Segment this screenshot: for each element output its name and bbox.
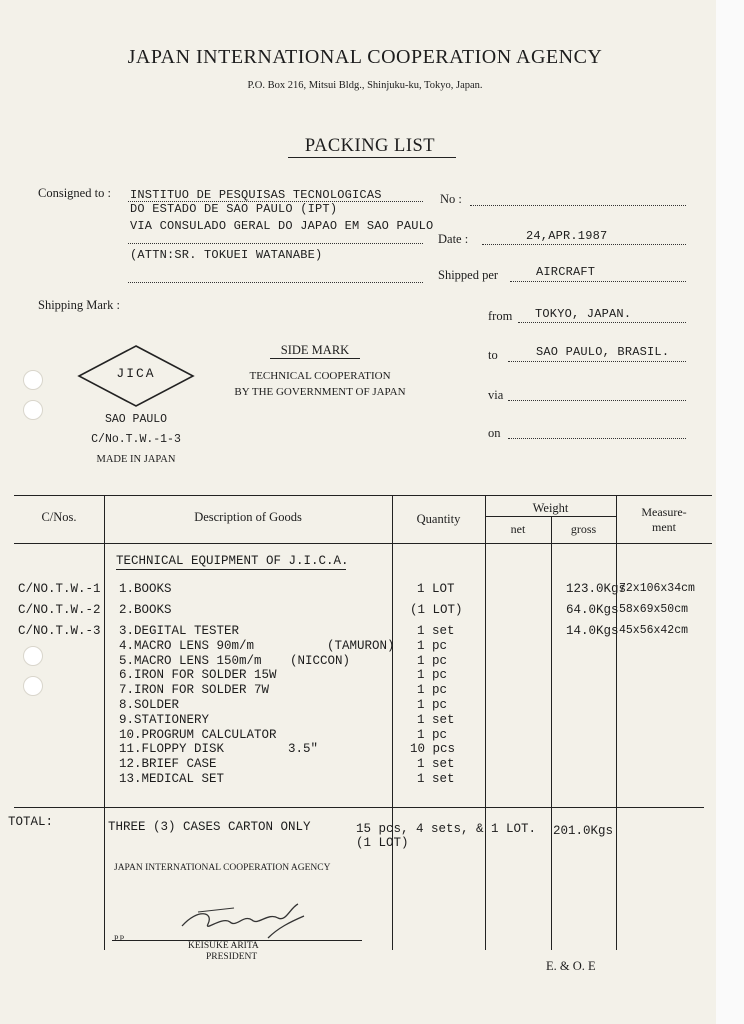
item-quantity: (1 LOT) xyxy=(410,603,463,617)
punch-hole-4 xyxy=(23,676,43,696)
shipped-per-value: AIRCRAFT xyxy=(536,265,596,279)
document-title: PACKING LIST xyxy=(304,136,436,156)
item-quantity: 1 set xyxy=(417,757,455,772)
item-description: 4.MACRO LENS 90m/m xyxy=(119,638,255,653)
item-measurement: 58x69x50cm xyxy=(619,603,689,616)
item-quantity: 1 pc xyxy=(417,727,448,742)
item-quantity: 1 set xyxy=(417,712,455,727)
to-dotted-line xyxy=(508,361,686,362)
item-description: 10.PROGRUM CALCULATOR xyxy=(119,727,277,742)
item-description: 2.BOOKS xyxy=(119,603,172,617)
item-quantity: 1 set xyxy=(417,772,455,786)
from-dotted-line xyxy=(518,322,686,323)
item-quantity: 1 pc xyxy=(417,668,448,683)
consignee-line-3: VIA CONSULADO GERAL DO JAPAO EM SAO PAULO xyxy=(130,219,434,233)
item-description: 12.BRIEF CASE xyxy=(119,757,217,772)
jica-mark-text: JICA xyxy=(116,366,156,381)
item-brand: (TAMURON) xyxy=(327,638,395,653)
item-description: 11.FLOPPY DISK xyxy=(119,742,225,757)
mark-destination: SAO PAULO xyxy=(104,413,168,426)
scan-margin xyxy=(716,0,744,1024)
total-quantity-line-2: (1 LOT) xyxy=(356,836,409,850)
header-cnos: C/Nos. xyxy=(41,510,77,524)
item-description: 6.IRON FOR SOLDER 15W xyxy=(119,668,277,683)
no-dotted-line xyxy=(470,205,686,206)
total-label: TOTAL: xyxy=(8,815,54,829)
item-quantity: 1 set xyxy=(417,624,455,638)
header-description: Description of Goods xyxy=(194,510,302,524)
punch-hole-3 xyxy=(23,646,43,666)
item-case-number: C/NO.T.W.-2 xyxy=(18,603,101,617)
side-mark-underline xyxy=(270,358,360,359)
signatory-name: KEISUKE ARITA xyxy=(188,941,259,951)
item-quantity: 1 pc xyxy=(417,683,448,698)
item-brand: 3.5" xyxy=(288,742,319,757)
section-title: TECHNICAL EQUIPMENT OF J.I.C.A. xyxy=(116,554,349,568)
item-quantity: 1 pc xyxy=(417,653,448,668)
signature-pp: P.P xyxy=(114,934,125,943)
item-description: 5.MACRO LENS 150m/m xyxy=(119,653,262,668)
date-value: 24,APR.1987 xyxy=(526,229,608,243)
total-gross-weight: 201.0Kgs xyxy=(553,824,614,838)
item-description: 3.DEGITAL TESTER xyxy=(119,624,240,638)
shipping-mark-label: Shipping Mark : xyxy=(38,298,120,312)
agency-address: P.O. Box 216, Mitsui Bldg., Shinjuku-ku, Tokyo, Japan. xyxy=(247,80,483,91)
item-measurement: 72x106x34cm xyxy=(619,582,695,595)
shipped-per-dotted-line xyxy=(510,281,686,282)
col-rule-measurement xyxy=(616,495,617,950)
consignee-dotted-line-1 xyxy=(128,201,423,202)
item-description: 8.SOLDER xyxy=(119,698,180,712)
header-quantity: Quantity xyxy=(416,512,461,526)
via-label: via xyxy=(488,388,504,402)
from-value: TOKYO, JAPAN. xyxy=(535,307,632,321)
from-label: from xyxy=(488,309,513,323)
item-description: 1.BOOKS xyxy=(119,582,172,596)
item-description: 13.MEDICAL SET xyxy=(119,772,225,786)
item-quantity: 1 pc xyxy=(417,638,448,653)
mark-case-numbers: C/No.T.W.-1-3 xyxy=(91,433,181,446)
signature-agency: JAPAN INTERNATIONAL COOPERATION AGENCY xyxy=(114,863,331,873)
consignee-dotted-line-2 xyxy=(128,243,423,244)
item-measurement: 45x56x42cm xyxy=(619,624,689,637)
consignee-line-2: DO ESTADO DE SAO PAULO (IPT) xyxy=(130,202,338,216)
table-top-rule xyxy=(14,495,712,496)
on-dotted-line xyxy=(508,438,686,439)
consignee-dotted-line-3 xyxy=(128,282,423,283)
section-title-underline xyxy=(116,569,346,570)
item-case-number: C/NO.T.W.-1 xyxy=(18,582,101,596)
side-mark-line-1: TECHNICAL COOPERATION xyxy=(249,370,391,382)
side-mark-line-2: BY THE GOVERNMENT OF JAPAN xyxy=(234,386,406,398)
consignee-line-1: INSTITUO DE PESQUISAS TECNOLOGICAS xyxy=(130,188,382,202)
header-gross: gross xyxy=(570,522,597,536)
date-dotted-line xyxy=(482,244,686,245)
item-quantity: 10 pcs xyxy=(410,742,456,757)
date-label: Date : xyxy=(438,232,469,246)
col-rule-gross xyxy=(551,516,552,950)
item-quantity: 1 LOT xyxy=(417,582,455,596)
item-case-number: C/NO.T.W.-3 xyxy=(18,624,101,638)
table-total-rule xyxy=(14,807,704,808)
errors-omissions-excepted: E. & O. E xyxy=(546,959,596,973)
to-value: SAO PAULO, BRASIL. xyxy=(536,345,670,359)
item-brand: (NICCON) xyxy=(290,653,351,668)
agency-name: JAPAN INTERNATIONAL COOPERATION AGENCY xyxy=(127,46,603,68)
col-rule-net xyxy=(485,495,486,950)
shipped-per-label: Shipped per xyxy=(438,268,499,282)
total-quantity-line-1: 15 pcs, 4 sets, & 1 LOT. xyxy=(356,822,537,836)
header-net: net xyxy=(510,522,526,536)
header-measurement-1: Measure- xyxy=(641,505,687,519)
side-mark-title: SIDE MARK xyxy=(280,343,350,357)
col-rule-description xyxy=(104,495,105,950)
item-quantity: 1 pc xyxy=(417,698,448,712)
item-description: 7.IRON FOR SOLDER 7W xyxy=(119,683,270,698)
item-description: 9.STATIONERY xyxy=(119,712,210,727)
item-gross-weight: 123.0Kgs xyxy=(566,582,627,596)
header-weight: Weight xyxy=(532,501,569,515)
item-gross-weight: 64.0Kgs xyxy=(566,603,619,617)
no-label: No : xyxy=(440,192,462,206)
total-cases: THREE (3) CASES CARTON ONLY xyxy=(108,820,311,834)
consigned-to-label: Consigned to : xyxy=(38,186,111,200)
col-rule-quantity xyxy=(392,495,393,950)
via-dotted-line xyxy=(508,400,686,401)
to-label: to xyxy=(488,348,498,362)
item-gross-weight: 14.0Kgs xyxy=(566,624,619,638)
punch-hole-1 xyxy=(23,370,43,390)
punch-hole-2 xyxy=(23,400,43,420)
mark-origin: MADE IN JAPAN xyxy=(96,454,176,465)
on-label: on xyxy=(488,426,501,440)
table-header-rule xyxy=(14,543,712,544)
title-underline xyxy=(288,157,456,158)
signatory-role: PRESIDENT xyxy=(206,952,258,962)
header-measurement-2: ment xyxy=(652,520,676,534)
consignee-line-4: (ATTN:SR. TOKUEI WATANABE) xyxy=(130,248,323,262)
